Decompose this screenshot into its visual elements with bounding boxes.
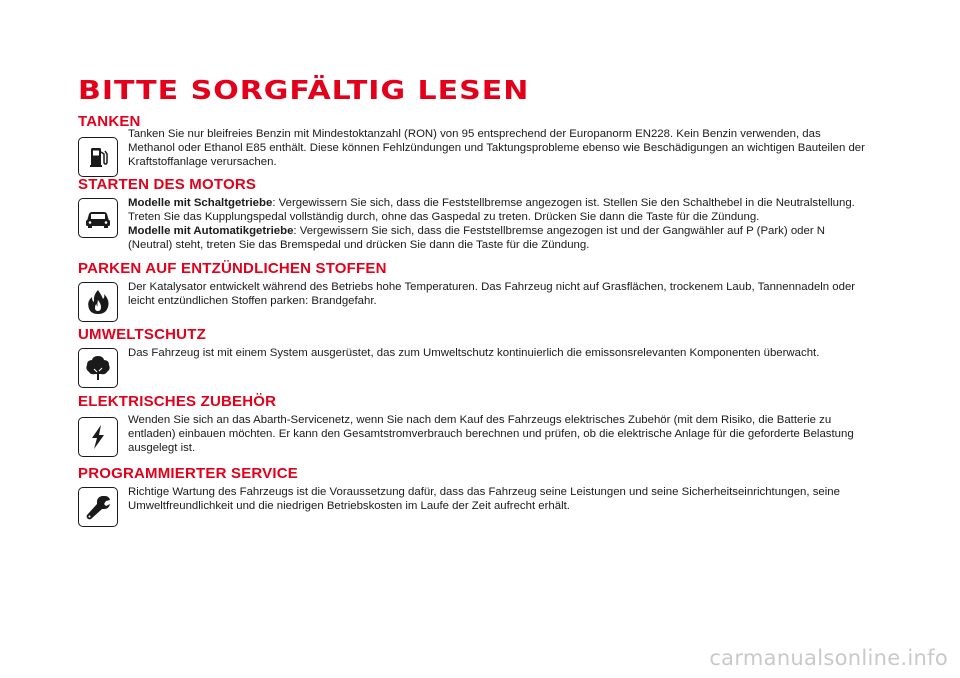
section-umweltschutz xyxy=(78,326,868,360)
manual-gearbox-text: Modelle mit Schaltgetriebe: Vergewissern Sie sich, dass die Feststellbremse angezogen ist. Stellen Sie den Schalthebel in die Neutralstellung. Treten Sie das Kupplungspedal vollständig durch, ohne das Gaspedal zu treten. Drücken Sie dann die Taste für die Zündung. xyxy=(128,197,855,223)
automatic-gearbox-label: Modelle mit Automatikgetriebe xyxy=(128,225,294,237)
section-heading: TANKEN xyxy=(78,113,141,130)
fuel-pump-icon xyxy=(78,137,118,177)
section-heading: ELEKTRISCHES ZUBEHÖR xyxy=(78,393,277,410)
section-text: Wenden Sie sich an das Abarth-Servicenetz, wenn Sie nach dem Kauf des Fahrzeugs elektrisches Zubehör (mit dem Risiko, die Batterie zu entladen) einbauen möchten. Er kann den Gesamtstromverbrauch berechnen und prüfen, ob die elektrische Anlage für die geforderte Belastung ausgelegt ist. xyxy=(128,414,854,454)
section-text: Tanken Sie nur bleifreies Benzin mit Mindestoktanzahl (RON) von 95 entsprechend der Europanorm EN228. Kein Benzin verwenden, das Methanol oder Ethanol E85 enthält. Diese können Fehlzündungen und Taktungsprobleme ebenso wie Beschädigungen an wichtigen Bauteilen der Kraftstoffanlage verursachen. xyxy=(128,128,865,168)
section-parken xyxy=(78,260,868,308)
section-heading: PROGRAMMIERTER SERVICE xyxy=(78,465,298,482)
watermark: carmanualsonline.info xyxy=(709,646,948,670)
wrench-icon xyxy=(78,487,118,527)
automatic-gearbox-text: Modelle mit Automatikgetriebe: Vergewissern Sie sich, dass die Feststellbremse angezogen ist und der Gangwähler auf P (Park) oder N (Neutral) steht, treten Sie das Bremspedal und drücken Sie dann die Taste für die Zündung. xyxy=(128,225,826,251)
manual-gearbox-label: Modelle mit Schaltgetriebe xyxy=(128,197,273,209)
lightning-icon xyxy=(78,417,118,457)
page-title: BITTE SORGFÄLTIG LESEN xyxy=(78,76,530,106)
fire-icon xyxy=(78,282,118,322)
section-programmierter-service xyxy=(78,465,868,513)
tree-icon xyxy=(78,348,118,388)
section-elektrisches-zubehoer xyxy=(78,393,868,455)
section-text: Das Fahrzeug ist mit einem System ausgerüstet, das zum Umweltschutz kontinuierlich die emissonsrelevanten Komponenten überwacht. xyxy=(128,347,820,359)
section-tanken xyxy=(78,113,868,169)
section-heading: STARTEN DES MOTORS xyxy=(78,176,257,193)
section-text: Richtige Wartung des Fahrzeugs ist die Voraussetzung dafür, dass das Fahrzeug seine Leistungen und seine Sicherheitseinrichtungen, seine Umweltfreundlichkeit und die niedrigen Betriebskosten im Laufe der Zeit aufrecht erhält. xyxy=(128,486,840,512)
section-heading: UMWELTSCHUTZ xyxy=(78,326,206,343)
section-heading: PARKEN AUF ENTZÜNDLICHEN STOFFEN xyxy=(78,260,387,277)
car-icon xyxy=(78,198,118,238)
section-starten xyxy=(78,176,868,252)
section-text: Der Katalysator entwickelt während des Betriebs hohe Temperaturen. Das Fahrzeug nicht auf Grasflächen, trockenem Laub, Tannennadeln oder leicht entzündlichen Stoffen parken: Brandgefahr. xyxy=(128,281,856,307)
